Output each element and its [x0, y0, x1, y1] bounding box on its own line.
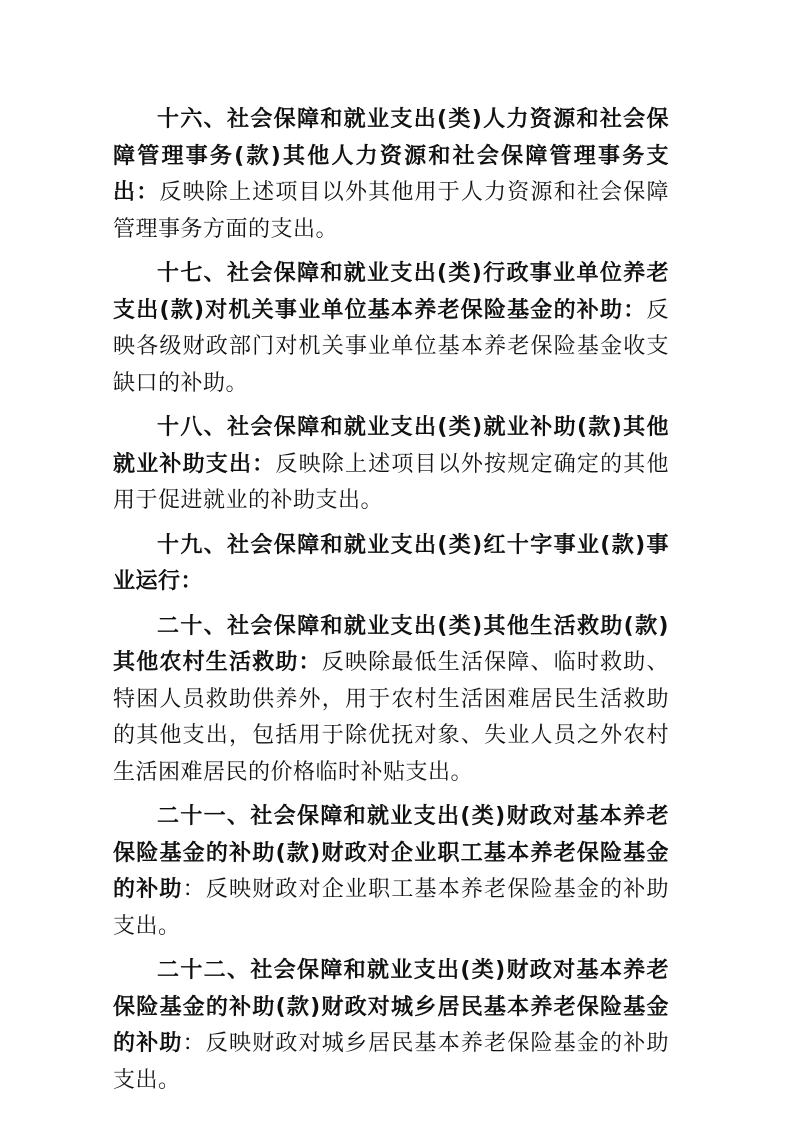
paragraph-heading: 十八、社会保障和就业支出(类)就业补助(款)其他就业补助支出： [113, 415, 669, 477]
paragraph-text: ：反映财政对企业职工基本养老保险基金的补助支出。 [113, 877, 669, 939]
paragraph-16 [113, 102, 669, 248]
document-page [113, 102, 669, 1107]
paragraph-21 [113, 799, 669, 945]
paragraph-heading: 二十、社会保障和就业支出(类)其他生活救助(款)其他农村生活救助： [113, 613, 669, 675]
paragraph-18 [113, 410, 669, 520]
paragraph-heading: 十九、社会保障和就业支出(类)红十字事业(款)事业运行： [113, 532, 669, 594]
paragraph-text: 反映除最低生活保障、临时救助、特困人员救助供养外，用于农村生活困难居民生活救助的其他支出，包括用于除优抚对象、失业人员之外农村生活困难居民的价格临时补贴支出。 [113, 650, 669, 785]
paragraph-19 [113, 528, 669, 601]
paragraph-text: 反映各级财政部门对机关事业单位基本养老保险基金收支缺口的补助。 [113, 297, 669, 396]
paragraph-heading: 二十一、社会保障和就业支出(类)财政对基本养老保险基金的补助(款)财政对企业职工基本养老保险基金的补助 [113, 804, 669, 902]
paragraph-text: ：反映财政对城乡居民基本养老保险基金的补助支出。 [113, 1031, 669, 1093]
paragraph-heading: 十七、社会保障和就业支出(类)行政事业单位养老支出(款)对机关事业单位基本养老保险基金的补助： [113, 261, 669, 323]
paragraph-text: 反映除上述项目以外其他用于人力资源和社会保障管理事务方面的支出。 [113, 180, 669, 242]
paragraph-heading: 十六、社会保障和就业支出(类)人力资源和社会保障管理事务(款)其他人力资源和社会保障管理事务支出： [113, 107, 669, 205]
paragraph-22 [113, 953, 669, 1099]
paragraph-20 [113, 609, 669, 792]
paragraph-17 [113, 256, 669, 402]
paragraph-text: 反映除上述项目以外按规定确定的其他用于促进就业的补助支出。 [113, 451, 669, 513]
paragraph-heading: 二十二、社会保障和就业支出(类)财政对基本养老保险基金的补助(款)财政对城乡居民基本养老保险基金的补助 [113, 958, 669, 1056]
